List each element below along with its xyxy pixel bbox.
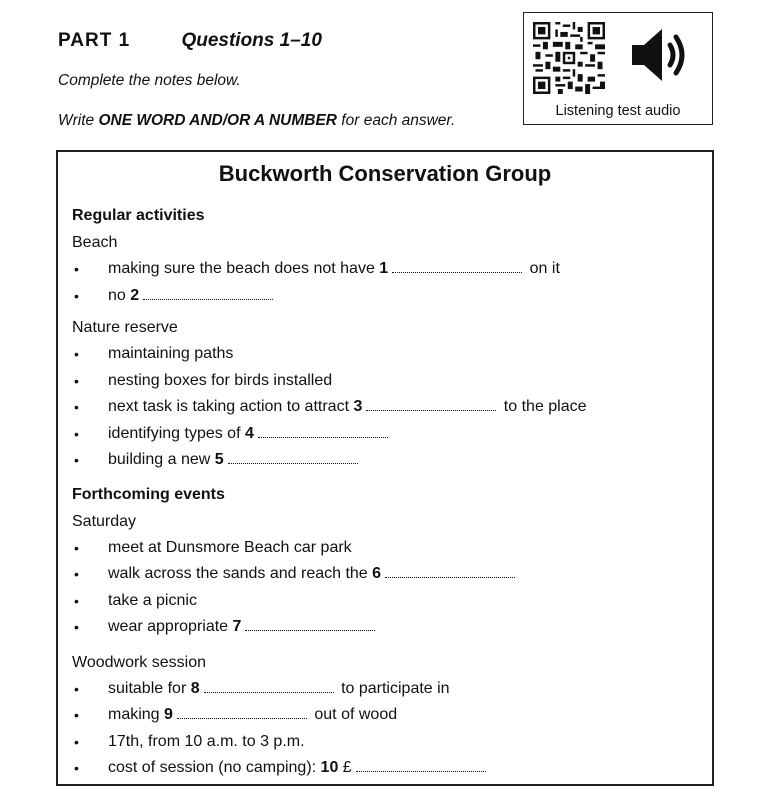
item-text: take a picnic <box>108 592 197 609</box>
notes-title: Buckworth Conservation Group <box>218 161 552 186</box>
bullet: • <box>74 760 79 776</box>
item-text-pre: making <box>108 706 165 723</box>
subheading-woodwork-session: Woodwork session <box>72 654 206 671</box>
item-text <box>108 259 560 279</box>
question-number: 3 <box>353 398 363 415</box>
subheading-saturday: Saturday <box>72 513 137 530</box>
instruction-word-limit-pre: Write <box>58 112 99 129</box>
heading-forthcoming-events: Forthcoming events <box>72 486 225 503</box>
answer-gap-9[interactable] <box>177 715 307 719</box>
bullet: • <box>74 619 79 635</box>
item-text: 17th, from 10 a.m. to 3 p.m. <box>108 733 305 750</box>
question-number: 4 <box>244 425 254 442</box>
answer-gap-10[interactable] <box>356 768 486 772</box>
item-text-post: to participate in <box>336 680 450 697</box>
instruction-word-limit-bold: ONE WORD AND/OR A NUMBER <box>98 112 337 129</box>
qr-code-icon[interactable] <box>533 22 605 94</box>
bullet: • <box>74 593 79 609</box>
part-label: PART 1 <box>58 30 131 51</box>
item-text: meet at Dunsmore Beach car park <box>108 539 352 556</box>
bullet: • <box>74 707 79 723</box>
item-text-pre: cost of session (no camping): <box>108 759 321 776</box>
item-text-pre: no <box>108 287 131 304</box>
item-text-post: on it <box>525 260 560 277</box>
item-text-pre: making sure the beach does not have <box>108 260 380 277</box>
currency-symbol: £ <box>342 759 352 776</box>
bullet: • <box>74 734 79 750</box>
audio-panel[interactable] <box>523 12 713 125</box>
item-text <box>108 679 450 699</box>
subheading-beach: Beach <box>72 234 118 251</box>
item-text-pre: next task is taking action to attract <box>108 398 354 415</box>
answer-gap-8[interactable] <box>204 689 334 693</box>
bullet: • <box>74 288 79 304</box>
answer-gap-3[interactable] <box>366 407 496 411</box>
question-number: 10 <box>320 759 339 776</box>
bullet: • <box>74 540 79 556</box>
item-text <box>108 450 361 470</box>
item-text-pre: suitable for <box>108 680 191 697</box>
item-text: maintaining paths <box>108 345 234 362</box>
part-header <box>58 30 322 52</box>
answer-gap-7[interactable] <box>245 627 375 631</box>
answer-gap-1[interactable] <box>392 269 522 273</box>
notes-box <box>56 150 714 786</box>
answer-gap-5[interactable] <box>228 460 358 464</box>
instruction-complete: Complete the notes below. <box>58 72 241 89</box>
item-text-pre: walk across the sands and reach the <box>108 565 373 582</box>
bullet: • <box>74 566 79 582</box>
item-text-pre: identifying types of <box>108 425 245 442</box>
question-number: 8 <box>190 680 200 697</box>
bullet: • <box>74 452 79 468</box>
question-number: 6 <box>372 565 382 582</box>
subheading-nature-reserve: Nature reserve <box>72 319 178 336</box>
item-text <box>108 424 391 444</box>
item-text: nesting boxes for birds installed <box>108 372 333 389</box>
question-number: 7 <box>232 618 242 635</box>
answer-gap-4[interactable] <box>258 434 388 438</box>
question-number: 9 <box>164 706 173 723</box>
item-text <box>108 705 397 725</box>
item-text-post: to the place <box>499 398 587 415</box>
item-text <box>108 286 276 306</box>
question-number: 2 <box>130 287 140 304</box>
item-text-pre: wear appropriate <box>108 618 233 635</box>
answer-gap-6[interactable] <box>385 574 515 578</box>
bullet: • <box>74 373 79 389</box>
bullet: • <box>74 399 79 415</box>
question-number: 5 <box>214 451 224 468</box>
item-text <box>108 758 489 778</box>
questions-range: Questions 1–10 <box>181 30 322 51</box>
bullet: • <box>74 346 79 362</box>
item-text <box>108 617 378 637</box>
heading-regular-activities: Regular activities <box>72 207 205 224</box>
item-text-post: out of wood <box>309 706 398 723</box>
item-text <box>108 397 587 417</box>
item-text <box>108 564 518 584</box>
answer-gap-2[interactable] <box>143 296 273 300</box>
instruction-word-limit-post: for each answer. <box>337 112 456 129</box>
bullet: • <box>74 681 79 697</box>
bullet: • <box>74 261 79 277</box>
instruction-word-limit <box>58 112 455 130</box>
question-number: 1 <box>379 260 389 277</box>
audio-caption: Listening test audio <box>555 103 681 119</box>
bullet: • <box>74 426 79 442</box>
speaker-icon[interactable] <box>628 25 692 85</box>
item-text-pre: building a new <box>108 451 215 468</box>
